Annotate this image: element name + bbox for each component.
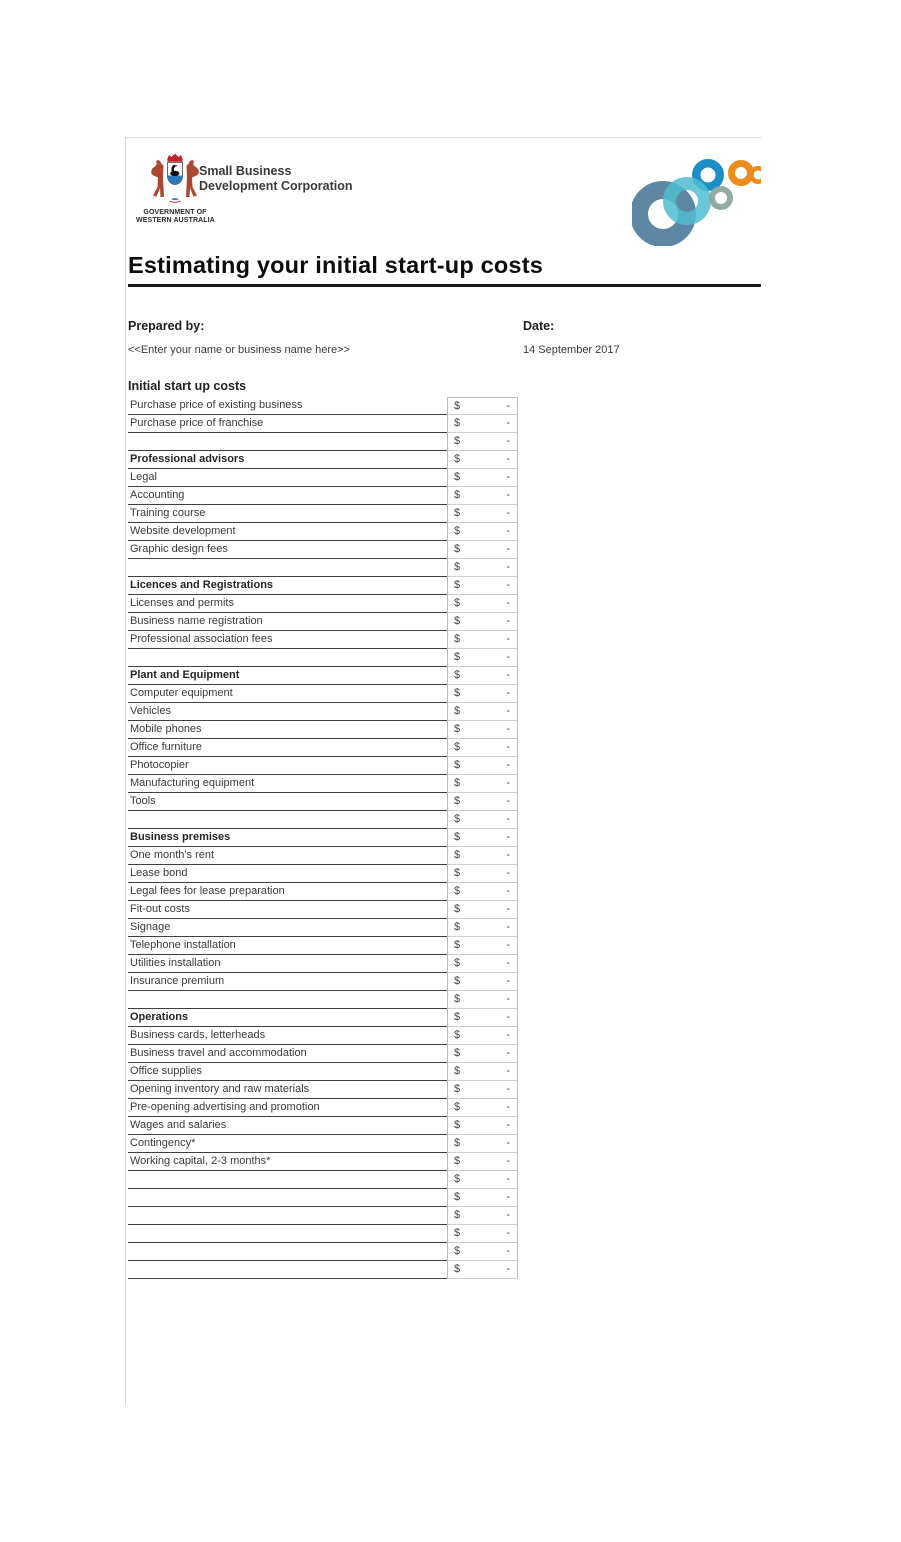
cost-item-label: Licenses and permits <box>128 595 447 613</box>
amount-value: - <box>506 579 510 591</box>
currency-symbol: $ <box>454 489 461 501</box>
amount-cell[interactable] <box>447 919 518 937</box>
amount-cell[interactable] <box>447 1261 518 1279</box>
amount-value: - <box>506 615 510 627</box>
cost-item-label: Wages and salaries <box>128 1117 447 1135</box>
currency-symbol: $ <box>454 1065 461 1077</box>
cost-item-label: Opening inventory and raw materials <box>128 1081 447 1099</box>
amount-cell[interactable] <box>447 541 518 559</box>
amount-cell[interactable] <box>447 901 518 919</box>
amount-cell[interactable] <box>447 469 518 487</box>
amount-value: - <box>506 975 510 987</box>
prepared-by-label: Prepared by: <box>128 319 205 333</box>
amount-value: - <box>506 1029 510 1041</box>
cost-item-label: Purchase price of franchise <box>128 415 447 433</box>
table-row <box>128 649 520 667</box>
table-row <box>128 883 520 901</box>
org-name-line2: Development Corporation <box>199 179 353 193</box>
prepared-by-value[interactable]: <<Enter your name or business name here>> <box>128 344 350 356</box>
amount-value: - <box>506 1191 510 1203</box>
currency-symbol: $ <box>454 975 461 987</box>
amount-value: - <box>506 471 510 483</box>
amount-value: - <box>506 1011 510 1023</box>
amount-cell[interactable] <box>447 829 518 847</box>
cost-item-label: Vehicles <box>128 703 447 721</box>
currency-symbol: $ <box>454 939 461 951</box>
currency-symbol: $ <box>454 885 461 897</box>
currency-symbol: $ <box>454 471 461 483</box>
cost-item-label: Purchase price of existing business <box>128 397 447 415</box>
table-row <box>128 1171 520 1189</box>
amount-value: - <box>506 759 510 771</box>
cost-item-label: Licences and Registrations <box>128 577 447 595</box>
amount-cell[interactable] <box>447 523 518 541</box>
table-row <box>128 685 520 703</box>
table-row <box>128 703 520 721</box>
currency-symbol: $ <box>454 777 461 789</box>
amount-cell[interactable] <box>447 577 518 595</box>
org-name-line1: Small Business <box>199 164 292 178</box>
title-underline <box>128 284 761 287</box>
currency-symbol: $ <box>454 615 461 627</box>
currency-symbol: $ <box>454 741 461 753</box>
amount-cell[interactable] <box>447 973 518 991</box>
amount-cell[interactable] <box>447 1189 518 1207</box>
amount-value: - <box>506 525 510 537</box>
currency-symbol: $ <box>454 831 461 843</box>
amount-cell[interactable] <box>447 1225 518 1243</box>
currency-symbol: $ <box>454 1245 461 1257</box>
amount-value: - <box>506 1209 510 1221</box>
amount-cell[interactable] <box>447 595 518 613</box>
table-row <box>128 469 520 487</box>
date-label: Date: <box>523 319 555 333</box>
cost-item-label: Accounting <box>128 487 447 505</box>
table-row <box>128 1225 520 1243</box>
currency-symbol: $ <box>454 579 461 591</box>
currency-symbol: $ <box>454 867 461 879</box>
table-row <box>128 991 520 1009</box>
cost-item-label <box>128 559 447 577</box>
currency-symbol: $ <box>454 417 461 429</box>
currency-symbol: $ <box>454 453 461 465</box>
currency-symbol: $ <box>454 795 461 807</box>
table-row <box>128 577 520 595</box>
cost-table <box>128 397 520 1279</box>
gov-text-line2: WESTERN AUSTRALIA <box>136 217 215 224</box>
amount-value: - <box>506 867 510 879</box>
currency-symbol: $ <box>454 1155 461 1167</box>
cost-item-label: Photocopier <box>128 757 447 775</box>
page-title: Estimating your initial start-up costs <box>128 252 543 278</box>
cost-item-label: Utilities installation <box>128 955 447 973</box>
amount-value: - <box>506 777 510 789</box>
table-row <box>128 757 520 775</box>
cost-item-label: Legal <box>128 469 447 487</box>
amount-value: - <box>506 993 510 1005</box>
cost-item-label: Professional association fees <box>128 631 447 649</box>
table-row <box>128 667 520 685</box>
cost-item-label: Operations <box>128 1009 447 1027</box>
cost-item-label: Business travel and accommodation <box>128 1045 447 1063</box>
table-row <box>128 1207 520 1225</box>
amount-value: - <box>506 705 510 717</box>
amount-cell[interactable] <box>447 883 518 901</box>
amount-value: - <box>506 795 510 807</box>
cost-item-label <box>128 1261 447 1279</box>
table-row <box>128 451 520 469</box>
currency-symbol: $ <box>454 687 461 699</box>
wa-coat-of-arms-icon <box>146 151 204 207</box>
amount-cell[interactable] <box>447 1063 518 1081</box>
currency-symbol: $ <box>454 957 461 969</box>
currency-symbol: $ <box>454 813 461 825</box>
currency-symbol: $ <box>454 723 461 735</box>
table-row <box>128 793 520 811</box>
amount-value: - <box>506 1263 510 1275</box>
table-row <box>128 1045 520 1063</box>
amount-value: - <box>506 921 510 933</box>
amount-value: - <box>506 1047 510 1059</box>
cost-item-label: Computer equipment <box>128 685 447 703</box>
table-row <box>128 1135 520 1153</box>
sbdc-rings-logo-icon <box>632 149 761 246</box>
amount-value: - <box>506 1137 510 1149</box>
currency-symbol: $ <box>454 561 461 573</box>
amount-cell[interactable] <box>447 649 518 667</box>
table-row <box>128 829 520 847</box>
currency-symbol: $ <box>454 435 461 447</box>
table-row <box>128 505 520 523</box>
amount-value: - <box>506 489 510 501</box>
cost-item-label: Telephone installation <box>128 937 447 955</box>
currency-symbol: $ <box>454 597 461 609</box>
amount-cell[interactable] <box>447 685 518 703</box>
amount-value: - <box>506 597 510 609</box>
cost-item-label: Business premises <box>128 829 447 847</box>
cost-item-label: Plant and Equipment <box>128 667 447 685</box>
table-row <box>128 1081 520 1099</box>
table-row <box>128 631 520 649</box>
currency-symbol: $ <box>454 1263 461 1275</box>
cost-item-label: Contingency* <box>128 1135 447 1153</box>
cost-item-label: Signage <box>128 919 447 937</box>
amount-value: - <box>506 633 510 645</box>
table-row <box>128 721 520 739</box>
table-row <box>128 865 520 883</box>
amount-value: - <box>506 435 510 447</box>
amount-value: - <box>506 957 510 969</box>
amount-value: - <box>506 1227 510 1239</box>
amount-cell[interactable] <box>447 505 518 523</box>
currency-symbol: $ <box>454 849 461 861</box>
amount-value: - <box>506 453 510 465</box>
table-row <box>128 487 520 505</box>
amount-cell[interactable] <box>447 793 518 811</box>
amount-cell[interactable] <box>447 847 518 865</box>
date-value[interactable]: 14 September 2017 <box>523 344 620 356</box>
currency-symbol: $ <box>454 1137 461 1149</box>
cost-item-label: Business cards, letterheads <box>128 1027 447 1045</box>
amount-value: - <box>506 813 510 825</box>
amount-cell[interactable] <box>447 451 518 469</box>
amount-cell[interactable] <box>447 955 518 973</box>
amount-cell[interactable] <box>447 1099 518 1117</box>
table-row <box>128 1009 520 1027</box>
table-row <box>128 1153 520 1171</box>
amount-value: - <box>506 417 510 429</box>
cost-item-label <box>128 1171 447 1189</box>
gov-text-line1: GOVERNMENT OF <box>143 209 207 216</box>
amount-cell[interactable] <box>447 1081 518 1099</box>
table-row <box>128 847 520 865</box>
currency-symbol: $ <box>454 921 461 933</box>
table-row <box>128 1027 520 1045</box>
amount-cell[interactable] <box>447 1171 518 1189</box>
amount-cell[interactable] <box>447 1207 518 1225</box>
amount-cell[interactable] <box>447 937 518 955</box>
amount-cell[interactable] <box>447 703 518 721</box>
table-row <box>128 523 520 541</box>
amount-cell[interactable] <box>447 991 518 1009</box>
cost-item-label: Professional advisors <box>128 451 447 469</box>
table-heading: Initial start up costs <box>128 379 247 393</box>
cost-item-label <box>128 1225 447 1243</box>
amount-cell[interactable] <box>447 433 518 451</box>
table-row <box>128 811 520 829</box>
amount-value: - <box>506 1173 510 1185</box>
amount-value: - <box>506 561 510 573</box>
table-row <box>128 973 520 991</box>
amount-cell[interactable] <box>447 721 518 739</box>
amount-cell[interactable] <box>447 1135 518 1153</box>
currency-symbol: $ <box>454 400 461 412</box>
document-header <box>128 138 761 251</box>
amount-value: - <box>506 723 510 735</box>
currency-symbol: $ <box>454 705 461 717</box>
table-row <box>128 1063 520 1081</box>
amount-value: - <box>506 1065 510 1077</box>
cost-item-label <box>128 1189 447 1207</box>
cost-item-label: Tools <box>128 793 447 811</box>
meta-section <box>128 320 761 357</box>
table-row <box>128 739 520 757</box>
cost-item-label: Business name registration <box>128 613 447 631</box>
table-row <box>128 937 520 955</box>
amount-cell[interactable] <box>447 487 518 505</box>
table-row <box>128 955 520 973</box>
cost-item-label: One month's rent <box>128 847 447 865</box>
document-page <box>125 137 761 1405</box>
currency-symbol: $ <box>454 1047 461 1059</box>
table-row <box>128 541 520 559</box>
table-row <box>128 1261 520 1279</box>
amount-cell[interactable] <box>447 757 518 775</box>
table-row <box>128 919 520 937</box>
amount-cell[interactable] <box>447 1117 518 1135</box>
amount-cell[interactable] <box>447 1243 518 1261</box>
amount-cell[interactable] <box>447 613 518 631</box>
amount-value: - <box>506 741 510 753</box>
currency-symbol: $ <box>454 759 461 771</box>
amount-value: - <box>506 651 510 663</box>
currency-symbol: $ <box>454 1101 461 1113</box>
amount-cell[interactable] <box>447 1027 518 1045</box>
cost-item-label: Training course <box>128 505 447 523</box>
table-row <box>128 613 520 631</box>
currency-symbol: $ <box>454 1209 461 1221</box>
amount-cell[interactable] <box>447 397 518 415</box>
amount-cell[interactable] <box>447 1153 518 1171</box>
currency-symbol: $ <box>454 993 461 1005</box>
cost-item-label: Mobile phones <box>128 721 447 739</box>
amount-cell[interactable] <box>447 775 518 793</box>
currency-symbol: $ <box>454 903 461 915</box>
amount-value: - <box>506 669 510 681</box>
currency-symbol: $ <box>454 1029 461 1041</box>
currency-symbol: $ <box>454 525 461 537</box>
cost-item-label <box>128 811 447 829</box>
amount-cell[interactable] <box>447 1045 518 1063</box>
table-row <box>128 775 520 793</box>
amount-value: - <box>506 849 510 861</box>
currency-symbol: $ <box>454 1227 461 1239</box>
amount-value: - <box>506 1083 510 1095</box>
currency-symbol: $ <box>454 507 461 519</box>
amount-value: - <box>506 687 510 699</box>
cost-item-label: Office supplies <box>128 1063 447 1081</box>
prepared-by-block <box>128 320 523 357</box>
currency-symbol: $ <box>454 669 461 681</box>
cost-item-label: Manufacturing equipment <box>128 775 447 793</box>
cost-item-label: Working capital, 2-3 months* <box>128 1153 447 1171</box>
table-row <box>128 559 520 577</box>
table-row <box>128 1117 520 1135</box>
cost-item-label <box>128 1243 447 1261</box>
currency-symbol: $ <box>454 543 461 555</box>
cost-item-label: Office furniture <box>128 739 447 757</box>
cost-item-label: Lease bond <box>128 865 447 883</box>
currency-symbol: $ <box>454 1173 461 1185</box>
amount-value: - <box>506 507 510 519</box>
amount-value: - <box>506 939 510 951</box>
table-row <box>128 595 520 613</box>
amount-value: - <box>506 1155 510 1167</box>
cost-item-label <box>128 649 447 667</box>
amount-cell[interactable] <box>447 739 518 757</box>
org-name <box>199 164 353 194</box>
table-row <box>128 1099 520 1117</box>
amount-value: - <box>506 831 510 843</box>
table-row <box>128 901 520 919</box>
cost-item-label: Fit-out costs <box>128 901 447 919</box>
cost-item-label <box>128 1207 447 1225</box>
currency-symbol: $ <box>454 651 461 663</box>
cost-item-label: Website development <box>128 523 447 541</box>
cost-item-label: Graphic design fees <box>128 541 447 559</box>
amount-cell[interactable] <box>447 865 518 883</box>
currency-symbol: $ <box>454 1083 461 1095</box>
table-row <box>128 1243 520 1261</box>
cost-item-label: Pre-opening advertising and promotion <box>128 1099 447 1117</box>
amount-value: - <box>506 400 510 412</box>
currency-symbol: $ <box>454 633 461 645</box>
date-block <box>523 320 620 357</box>
amount-value: - <box>506 1245 510 1257</box>
amount-cell[interactable] <box>447 811 518 829</box>
amount-cell[interactable] <box>447 415 518 433</box>
currency-symbol: $ <box>454 1191 461 1203</box>
cost-item-label: Legal fees for lease preparation <box>128 883 447 901</box>
currency-symbol: $ <box>454 1011 461 1023</box>
amount-cell[interactable] <box>447 559 518 577</box>
currency-symbol: $ <box>454 1119 461 1131</box>
amount-value: - <box>506 885 510 897</box>
cost-item-label <box>128 991 447 1009</box>
cost-item-label: Insurance premium <box>128 973 447 991</box>
amount-value: - <box>506 1101 510 1113</box>
amount-value: - <box>506 543 510 555</box>
amount-cell[interactable] <box>447 667 518 685</box>
amount-value: - <box>506 1119 510 1131</box>
table-row <box>128 433 520 451</box>
amount-cell[interactable] <box>447 631 518 649</box>
cost-item-label <box>128 433 447 451</box>
table-row <box>128 415 520 433</box>
table-row <box>128 397 520 415</box>
table-row <box>128 1189 520 1207</box>
amount-cell[interactable] <box>447 1009 518 1027</box>
amount-value: - <box>506 903 510 915</box>
